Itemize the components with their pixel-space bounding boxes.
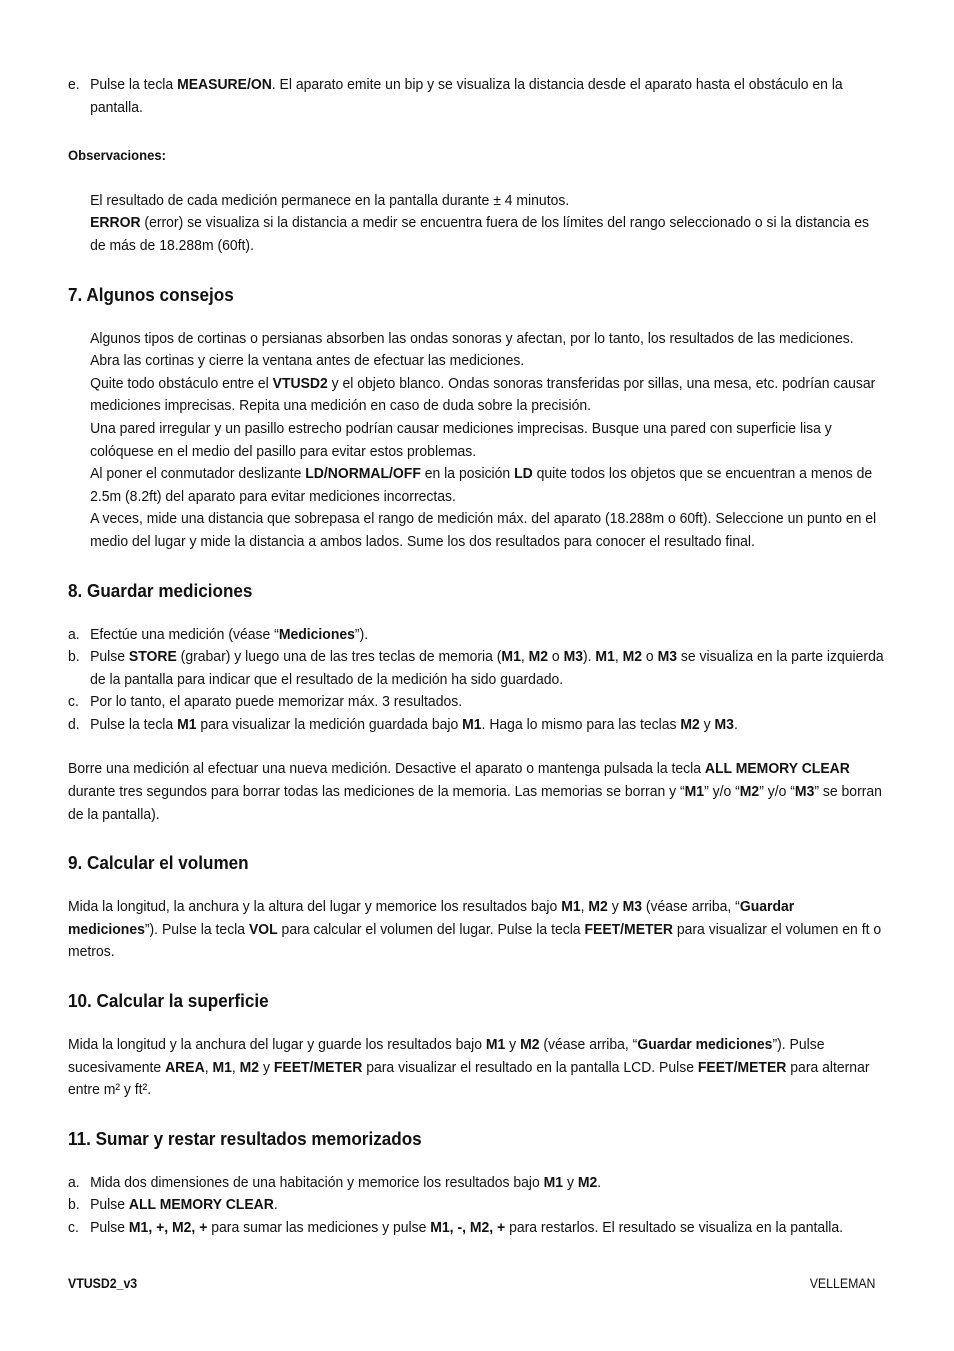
list-item-c: c. Por lo tanto, el aparato puede memorizar máx. 3 resultados.: [68, 693, 463, 711]
list-item-e: e. Pulse la tecla MEASURE/ON. El aparato emite un bip y se visualiza la distancia desde el aparato hasta el obstáculo en la pantalla.: [68, 76, 843, 116]
footer-brand: VELLEMAN: [809, 1276, 875, 1291]
paragraph: Mida la longitud, la anchura y la altura del lugar y memorice los resultados bajo M1, M2 y M3 (véase arriba, “Guardar mediciones”). Pulse la tecla VOL para calcular el volumen del lugar. Pulse la tecla FEET/METER para visualizar el volumen en ft o metros.: [68, 898, 882, 961]
paragraph: Algunos tipos de cortinas o persianas absorben las ondas sonoras y afectan, por lo tanto, los resultados de las mediciones. Abra las cortinas y cierre la ventana antes de efectuar las mediciones.: [90, 329, 854, 370]
section-8-list: [68, 624, 886, 737]
section-heading-9: 9. Calcular el volumen: [68, 852, 249, 874]
list-item-a: a. Mida dos dimensiones de una habitación y memorice los resultados bajo M1 y M2.: [68, 1173, 602, 1191]
paragraph: A veces, mide una distancia que sobrepasa el rango de medición máx. del aparato (18.288m o 60ft). Seleccione un punto en el medio del lugar y mide la distancia a ambos lados. Sume los dos resultados para conocer el resultado final.: [90, 510, 877, 550]
observaciones-title: Observaciones:: [68, 148, 166, 165]
list-item-b: b. Pulse STORE (grabar) y luego una de las tres teclas de memoria (M1, M2 o M3). M1, M2 o M3 se visualiza en la parte izquierda de la pantalla para indicar que el resultado de la medición ha sido guardado.: [68, 648, 884, 688]
paragraph: Quite todo obstáculo entre el VTUSD2 y el objeto blanco. Ondas sonoras transferidas por sillas, una mesa, etc. podrían causar mediciones imprecisas. Repita una medición en caso de duda sobre la precisión.: [90, 374, 876, 415]
section-11-list: [68, 1172, 886, 1240]
section-heading-7: 7. Algunos consejos: [68, 283, 234, 305]
document-page: [68, 74, 886, 1240]
paragraph: Mida la longitud y la anchura del lugar y guarde los resultados bajo M1 y M2 (véase arriba, “Guardar mediciones”). Pulse sucesivamente AREA, M1, M2 y FEET/METER para visualizar el resultado en la pantalla LCD. Pulse FEET/METER para alternar entre m² y ft².: [68, 1036, 870, 1099]
paragraph: Borre una medición al efectuar una nueva medición. Desactive el aparato o mantenga pulsada la tecla ALL MEMORY CLEAR durante tres segundos para borrar todas las mediciones de la memoria. Las memorias se borran y “M1” y/o “M2” y/o “M3” se borran de la pantalla).: [68, 760, 882, 823]
paragraph: El resultado de cada medición permanece en la pantalla durante ± 4 minutos.: [90, 191, 570, 209]
paragraph: ERROR (error) se visualiza si la distancia a medir se encuentra fuera de los límites del rango seleccionado o si la distancia es de más de 18.288m (60ft).: [90, 214, 870, 254]
section-7-body: [68, 328, 886, 554]
footer-model-code: VTUSD2_v3: [68, 1276, 138, 1291]
list-item-c: c. Pulse M1, +, M2, + para sumar las mediciones y pulse M1, -, M2, + para restarlos. El resultado se visualiza en la pantalla.: [68, 1219, 844, 1236]
section-heading-10: 10. Calcular la superficie: [68, 990, 269, 1012]
section-heading-11: 11. Sumar y restar resultados memorizados: [68, 1127, 422, 1149]
list-item-b: b. Pulse ALL MEMORY CLEAR.: [68, 1196, 278, 1214]
paragraph: Una pared irregular y un pasillo estrecho podrían causar mediciones imprecisas. Busque una pared con superficie lisa y colóquese en el medio del pasillo para evitar estos problemas.: [90, 419, 832, 460]
list-item-a: a. Efectúe una medición (véase “Mediciones”).: [68, 625, 369, 643]
observaciones-body: [68, 190, 886, 258]
paragraph: Al poner el conmutador deslizante LD/NORMAL/OFF en la posición LD quite todos los objetos que se encuentran a menos de 2.5m (8.2ft) del aparato para evitar mediciones incorrectas.: [90, 465, 873, 505]
section-heading-8: 8. Guardar mediciones: [68, 579, 253, 601]
list-item-d: d. Pulse la tecla M1 para visualizar la medición guardada bajo M1. Haga lo mismo para las teclas M2 y M3.: [68, 715, 738, 733]
